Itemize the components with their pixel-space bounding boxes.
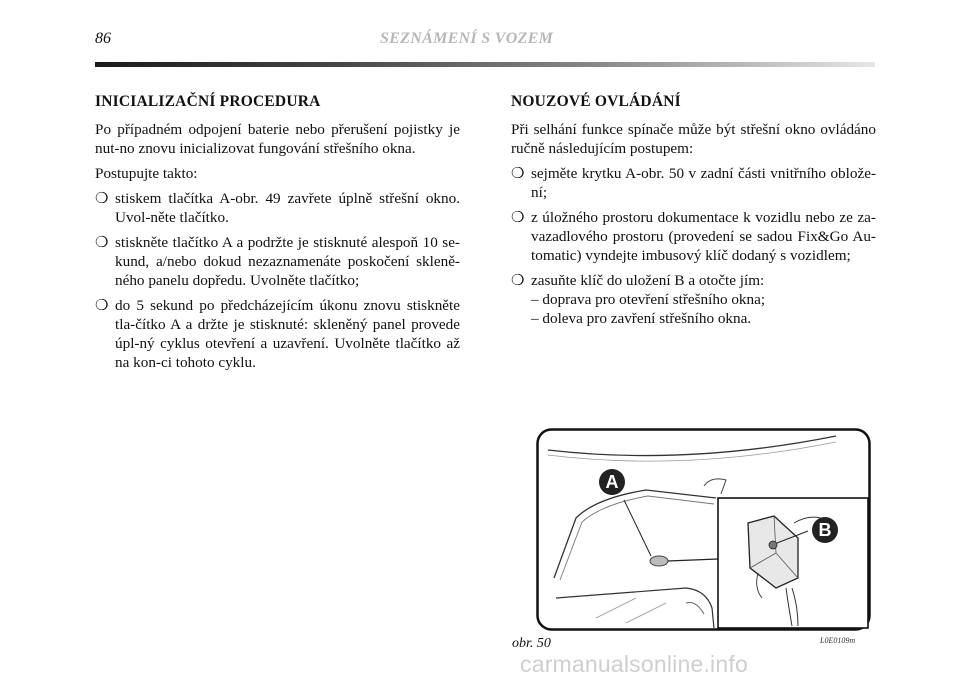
lead-text: Postupujte takto: xyxy=(95,165,198,182)
list-item-text: do 5 sekund po předcházejícím úkonu znovu stiskněte tla-čítko A a držte je stisknuté: skleněný panel provede úpl-ný cyklus otevření a uzavření. Uvolněte tlačítko až na kon-ci tohoto cyklu. xyxy=(115,297,460,371)
bullet-icon: ❍ xyxy=(95,234,109,251)
page-number: 86 xyxy=(95,30,111,47)
callout-a-label: A xyxy=(605,472,619,492)
watermark: carmanualsonline.info xyxy=(520,651,748,677)
section-title-initialization: INICIALIZAČNÍ PROCEDURA xyxy=(95,93,321,110)
step-list xyxy=(511,164,876,328)
figure-caption: obr. 50 xyxy=(512,636,551,651)
list-item xyxy=(95,189,460,227)
figure-code: L0E0109m xyxy=(820,636,856,645)
intro-paragraph: Při selhání funkce spínače může být střešní okno ovládáno ručně následujícím postupem: xyxy=(511,121,876,157)
step-list xyxy=(95,189,460,372)
left-column xyxy=(95,92,460,378)
callout-b-label: B xyxy=(818,520,832,540)
bullet-icon: ❍ xyxy=(95,297,109,314)
list-item xyxy=(95,296,460,372)
list-item-text: zasuňte klíč do uložení B a otočte jím: xyxy=(531,272,765,289)
right-column xyxy=(511,92,876,334)
list-item xyxy=(95,233,460,290)
section-title-emergency: NOUZOVÉ OVLÁDÁNÍ xyxy=(511,93,681,110)
bullet-icon: ❍ xyxy=(511,165,525,182)
bullet-icon: ❍ xyxy=(511,272,525,289)
list-item-text: z úložného prostoru dokumentace k vozidlu nebo ze za-vazadlového prostoru (provedení se sadou Fix&Go Au-tomatic) vyndejte imbusový klíč dodaný s vozidlem; xyxy=(531,209,876,264)
key-socket xyxy=(769,541,777,549)
sub-item: – doprava pro otevření střešního okna; xyxy=(531,291,766,308)
intro-paragraph: Po případném odpojení baterie nebo přerušení pojistky je nut-no znovu inicializovat fungování střešního okna. xyxy=(95,121,460,157)
list-item-text: sejměte krytku A-obr. 50 v zadní části vnitřního oblože-ní; xyxy=(531,165,876,201)
header-rule xyxy=(95,62,875,67)
sub-item: – doleva pro zavření střešního okna. xyxy=(531,310,752,327)
list-item xyxy=(511,271,876,328)
bullet-icon: ❍ xyxy=(511,209,525,226)
list-item xyxy=(511,164,876,202)
list-item-text: stiskem tlačítka A-obr. 49 zavřete úplně střešní okno. Uvol-něte tlačítko. xyxy=(115,190,460,226)
list-item xyxy=(511,208,876,265)
cover-cap xyxy=(650,556,668,566)
running-title: SEZNÁMENÍ S VOZEM xyxy=(380,30,554,47)
list-item-text: stiskněte tlačítko A a podržte je stisknuté alespoň 10 se-kund, a/nebo dokud nezaznamenáte poskočení skleně-ného panelu dopředu. Uvolněte tlačítko; xyxy=(115,234,460,289)
figure-sunroof-emergency xyxy=(536,428,871,631)
bullet-icon: ❍ xyxy=(95,190,109,207)
